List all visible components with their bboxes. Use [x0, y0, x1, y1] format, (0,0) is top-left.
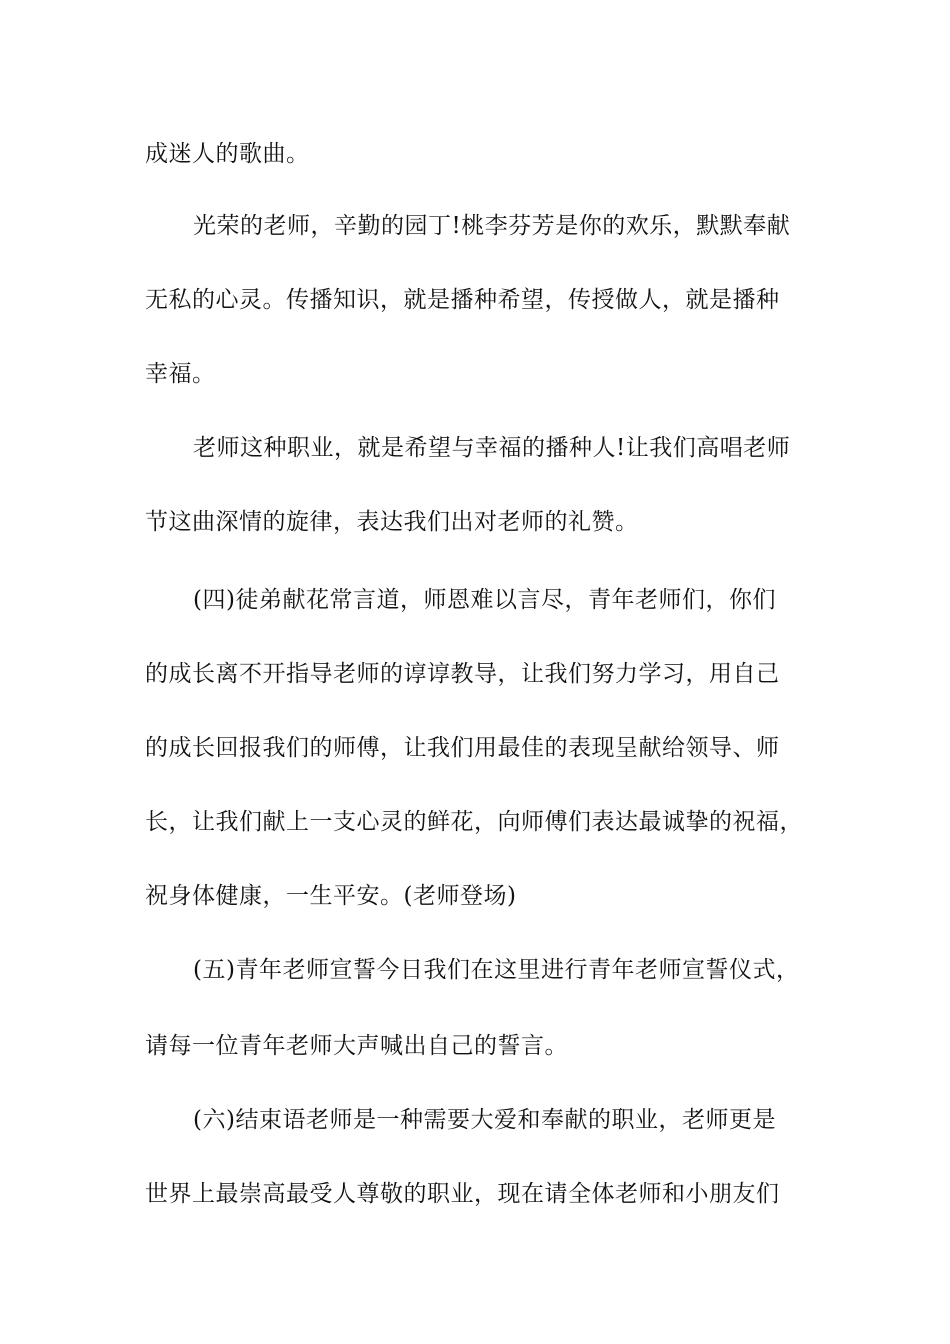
text-line: 无私的心灵。传播知识，就是播种希望，传授做人，就是播种 — [145, 287, 780, 313]
text-line: 成迷人的歌曲。 — [145, 141, 310, 167]
paragraph-start-line: 光荣的老师，辛勤的园丁!桃李芬芳是你的欢乐，默默奉献 — [193, 213, 791, 239]
text-line: 的成长回报我们的师傅，让我们用最佳的表现呈献给领导、师 — [145, 735, 780, 761]
text-line: 幸福。 — [145, 361, 216, 387]
text-line: 的成长离不开指导老师的谆谆教导，让我们努力学习，用自己 — [145, 661, 780, 687]
paragraph-start-line: 老师这种职业，就是希望与幸福的播种人!让我们高唱老师 — [193, 435, 791, 461]
text-line: 世界上最崇高最受人尊敬的职业，现在请全体老师和小朋友们 — [145, 1181, 780, 1207]
text-line: 节这曲深情的旋律，表达我们出对老师的礼赞。 — [145, 509, 639, 535]
paragraph-start-line: (四)徒弟献花常言道，师恩难以言尽，青年老师们，你们 — [193, 587, 776, 613]
paragraph-start-line: (六)结束语老师是一种需要大爱和奉献的职业，老师更是 — [193, 1107, 776, 1133]
text-line: 请每一位青年老师大声喊出自己的誓言。 — [145, 1033, 568, 1059]
text-line: 长，让我们献上一支心灵的鲜花，向师傅们表达最诚挚的祝福， — [145, 809, 803, 835]
paragraph-start-line: (五)青年老师宣誓今日我们在这里进行青年老师宣誓仪式， — [193, 957, 800, 983]
text-line: 祝身体健康，一生平安。(老师登场) — [145, 883, 517, 909]
